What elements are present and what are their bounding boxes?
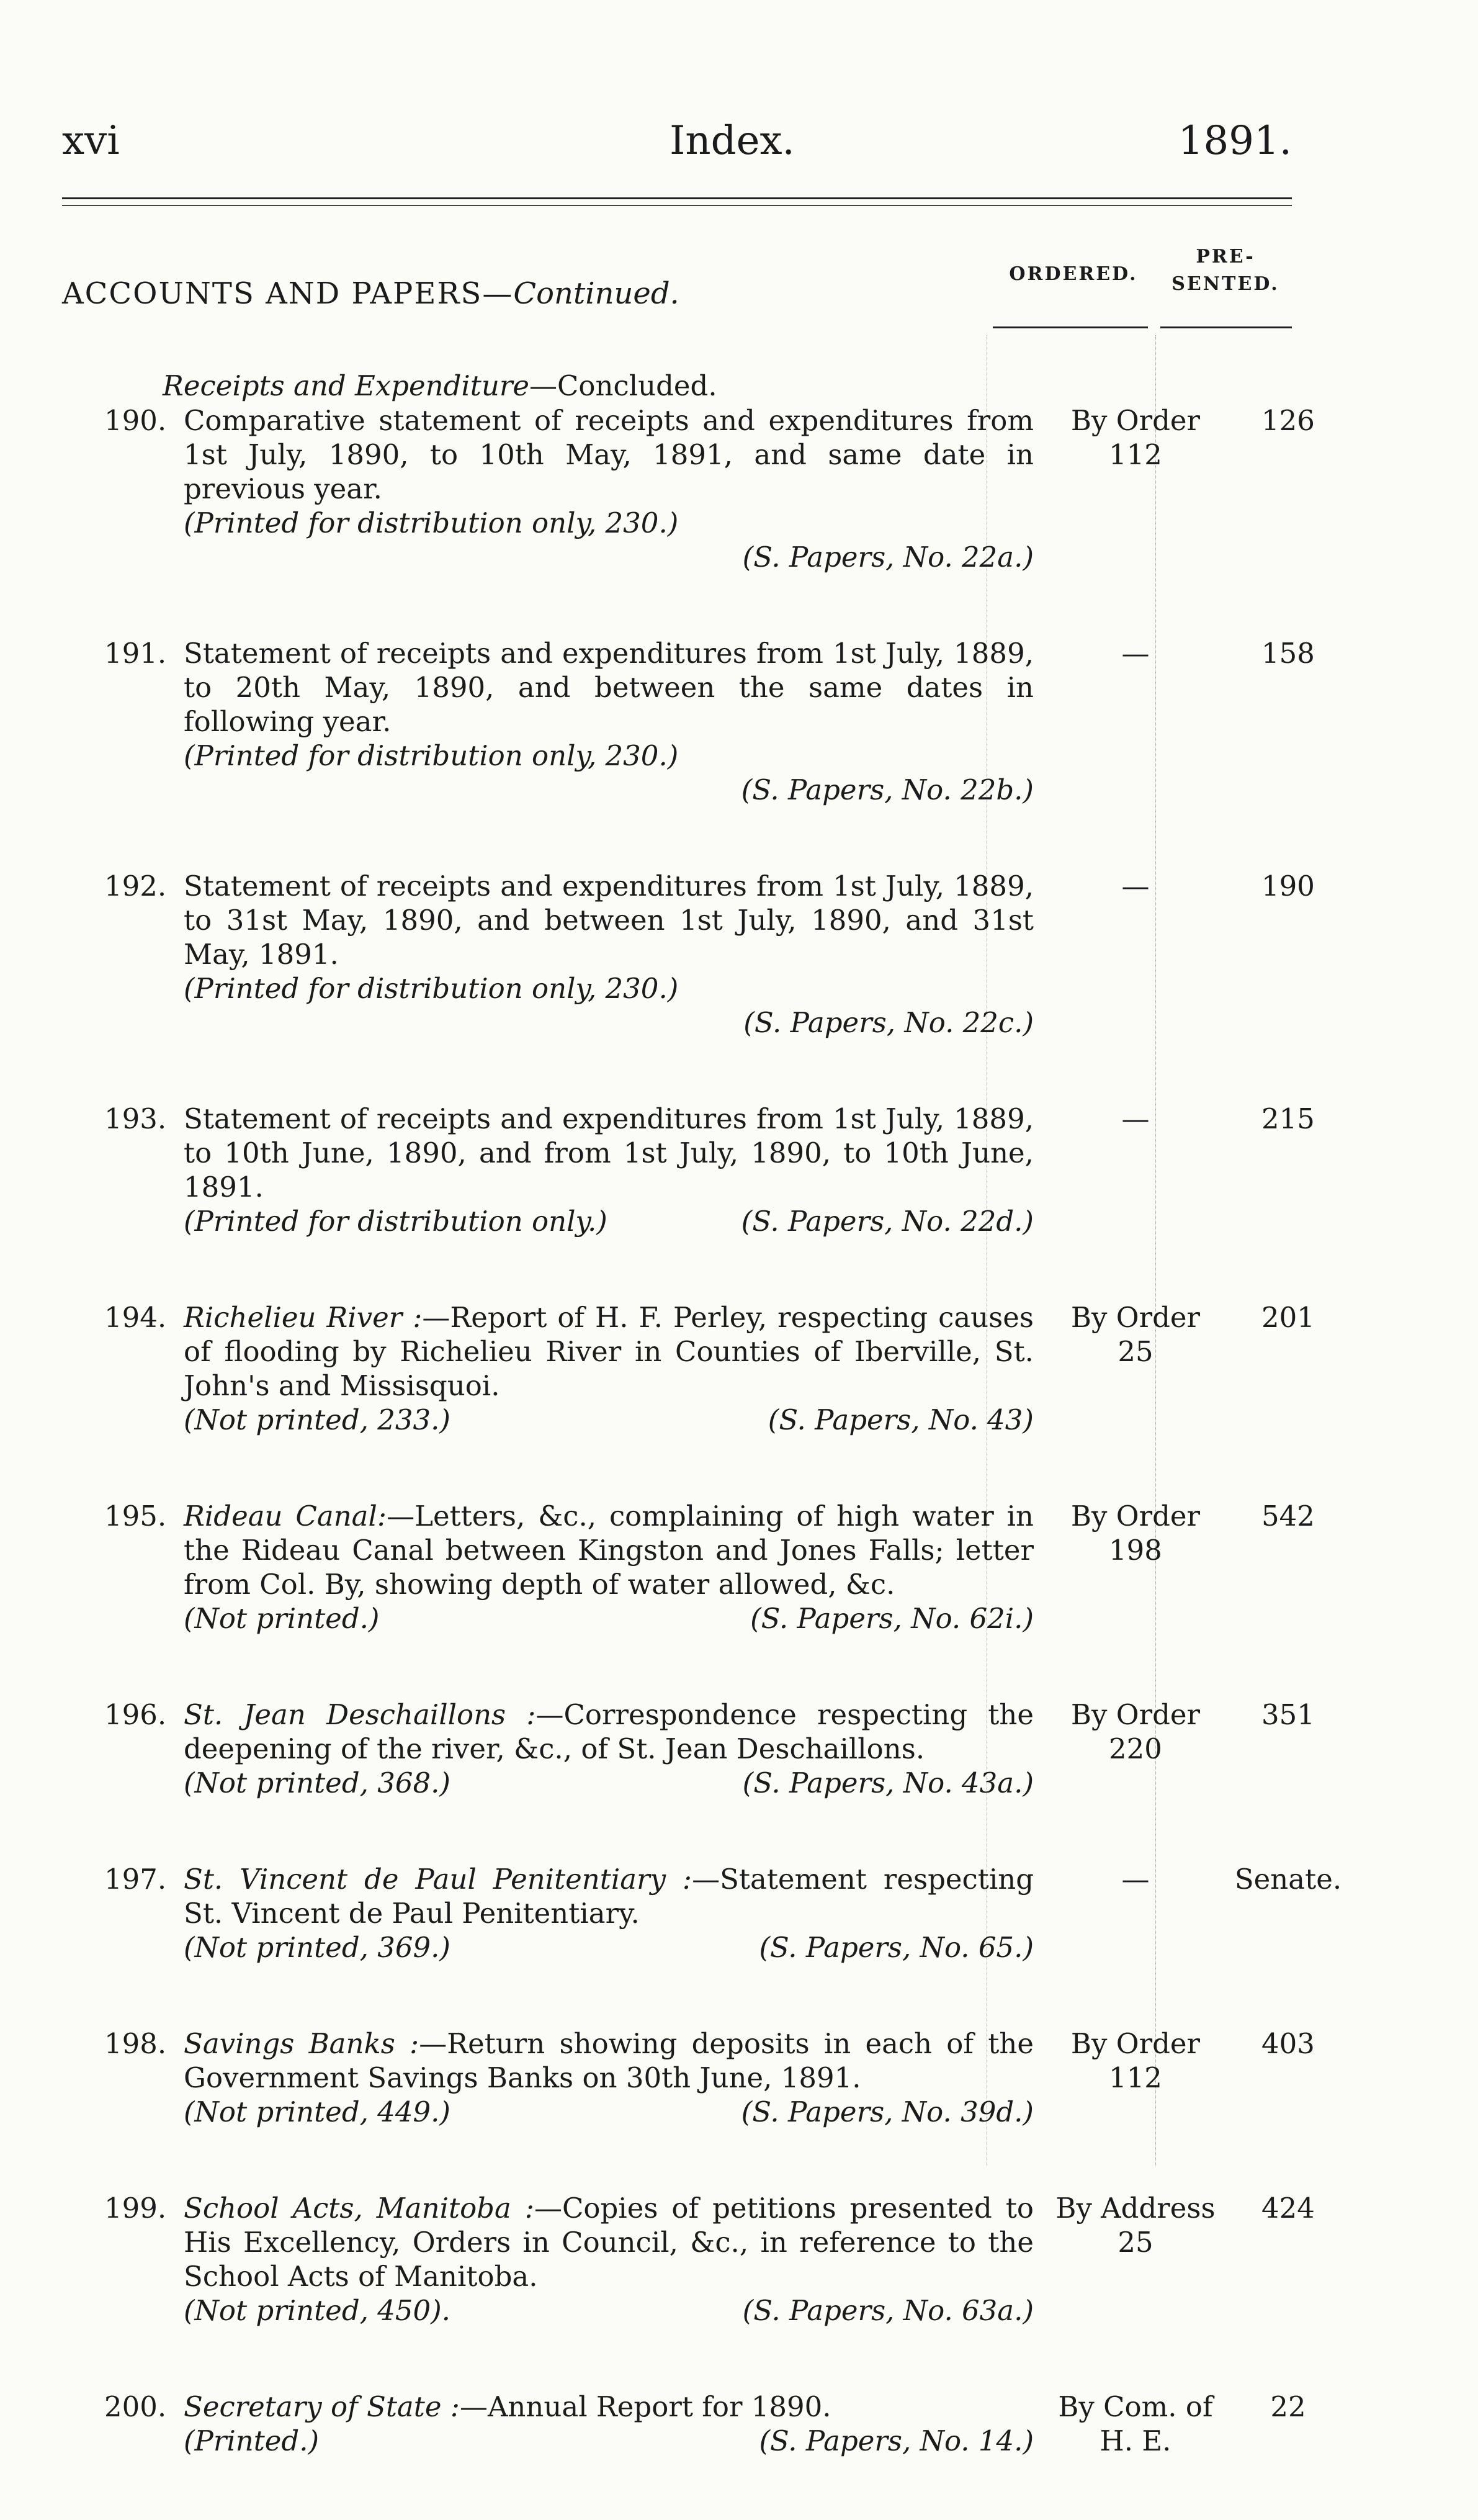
sessional-paper-ref: (S. Papers, No. 65.) [759, 1931, 1034, 1964]
entry-print-note: (Printed for distribution only.) [184, 1205, 607, 1238]
sessional-paper-ref: (S. Papers, No. 22b.) [741, 773, 1034, 806]
sessional-paper-ref: (S. Papers, No. 43) [768, 1403, 1034, 1436]
subheading [163, 369, 717, 403]
entry-reference-line [184, 1601, 1034, 1636]
entry-number: 198. [104, 2027, 167, 2060]
ordered-number: 112 [1109, 438, 1162, 471]
entry-reference-line [184, 2293, 1034, 2328]
entry-number: 197. [104, 1863, 167, 1896]
entry-description: Statement of receipts and expenditures from 1st July, 1889, to 10th June, 1890, and from 1st July, 1890, to 10th June, 1891. [184, 1102, 1034, 1204]
entry-paper-line [184, 540, 1034, 574]
ordered-number: H. E. [1100, 2424, 1171, 2457]
entry-number: 192. [104, 870, 167, 902]
ordered-by: By Order [1070, 1301, 1201, 1334]
running-head [62, 118, 1292, 168]
entry-body [184, 1499, 1034, 1636]
entry-text [184, 1698, 1034, 1766]
entry-title: St. Jean Deschaillons : [184, 1698, 536, 1731]
entry-number: 193. [104, 1102, 167, 1135]
entry-text [184, 403, 1034, 506]
entry-body [184, 1300, 1034, 1437]
ordered-by: By Order [1070, 2027, 1201, 2060]
sessional-paper-ref: (S. Papers, No. 22c.) [743, 1006, 1034, 1039]
entry-description: —Annual Report for 1890. [459, 2390, 831, 2423]
sessional-paper-ref: (S. Papers, No. 63a.) [742, 2294, 1034, 2327]
presented-line-2: SENTED. [1171, 273, 1279, 295]
entry-print-note: (Printed.) [184, 2424, 320, 2457]
column-header-presented [1160, 243, 1291, 298]
ordered-by: By Order [1070, 1500, 1201, 1532]
entry-description: —Correspondence respecting the deepening of the river, &c., of St. Jean Deschaillons. [184, 1698, 1034, 1765]
entry-title: School Acts, Manitoba : [184, 2192, 534, 2225]
entry-title: Savings Banks : [184, 2027, 419, 2060]
ordered-by: By Order [1070, 1698, 1201, 1731]
column-header-ordered: ORDERED. [1009, 263, 1138, 285]
entry-body [184, 2027, 1034, 2129]
ordered-number: 198 [1109, 1534, 1162, 1567]
entry-title: Secretary of State : [184, 2390, 460, 2423]
index-entry [62, 1499, 1315, 1636]
entry-text [184, 636, 1034, 739]
presented-cell: 424 [1261, 2192, 1315, 2225]
entry-text [184, 1300, 1034, 1403]
section-heading [62, 276, 679, 311]
page-number: xvi [62, 118, 120, 164]
ordered-number: 25 [1117, 2226, 1153, 2259]
entry-description: —Statement respecting St. Vincent de Paul Penitentiary. [184, 1863, 1034, 1930]
ordered-by: By Com. of [1058, 2390, 1213, 2423]
header-rule [62, 197, 1292, 199]
entry-number: 191. [104, 637, 167, 670]
entry-print-note: (Not printed, 368.) [184, 1766, 450, 1799]
entry-number: 200. [104, 2390, 167, 2423]
entry-description: Comparative statement of receipts and expenditures from 1st July, 1890, to 10th May, 1891, and same date in previous year. [184, 404, 1034, 505]
entry-text [184, 2027, 1034, 2095]
sessional-paper-ref: (S. Papers, No. 43a.) [742, 1766, 1034, 1799]
entry-text [184, 869, 1034, 971]
entry-description: —Letters, &c., complaining of high water in the Rideau Canal between Kingston and Jones Falls; letter from Col. By, showing depth of water allowed, &c. [184, 1500, 1034, 1601]
entry-title: St. Vincent de Paul Penitentiary : [184, 1863, 692, 1896]
entry-description: Statement of receipts and expenditures from 1st July, 1889, to 31st May, 1890, and between 1st July, 1890, and 31st May, 1891. [184, 870, 1034, 971]
index-entry [62, 2191, 1315, 2328]
subheading-rest: —Concluded. [529, 369, 717, 402]
running-year: 1891. [1178, 118, 1292, 164]
ordered-by: By Address [1055, 2192, 1216, 2225]
entry-note-line [184, 739, 1034, 773]
ordered-number: 112 [1109, 2061, 1162, 2094]
section-title: ACCOUNTS AND PAPERS— [62, 276, 514, 311]
entry-reference-line [184, 2095, 1034, 2129]
entry-reference-line [184, 1403, 1034, 1437]
entry-print-note: (Printed for distribution only, 230.) [184, 739, 679, 772]
entry-number: 190. [104, 404, 167, 437]
ordered-number: 25 [1117, 1335, 1153, 1368]
entry-note-line [184, 506, 1034, 540]
entry-body [184, 636, 1034, 807]
ordered-by: — [1121, 637, 1150, 670]
presented-cell: 201 [1261, 1301, 1315, 1334]
entry-text [184, 1499, 1034, 1601]
index-entry [62, 1698, 1315, 1800]
entry-body [184, 1862, 1034, 1964]
ordered-number: 220 [1109, 1732, 1162, 1765]
index-entry [62, 869, 1315, 1040]
presented-cell: 351 [1261, 1698, 1315, 1731]
entry-description: —Return showing deposits in each of the Government Savings Banks on 30th June, 1891. [184, 2027, 1034, 2094]
presented-cell: Senate. [1234, 1863, 1342, 1896]
sessional-paper-ref: (S. Papers, No. 14.) [759, 2424, 1034, 2457]
index-entry [62, 1300, 1315, 1437]
section-continued: Continued. [513, 276, 679, 311]
presented-cell: 22 [1270, 2390, 1306, 2423]
entry-body [184, 403, 1034, 574]
entry-note-line [184, 971, 1034, 1006]
index-entry [62, 2027, 1315, 2129]
entry-reference-line [184, 1766, 1034, 1800]
running-title: Index. [670, 118, 795, 164]
entry-description: —Copies of petitions presented to His Excellency, Orders in Council, &c., in reference to the School Acts of Manitoba. [184, 2192, 1034, 2293]
entry-body [184, 1102, 1034, 1238]
presented-line-1: PRE- [1196, 246, 1255, 268]
presented-cell: 215 [1261, 1102, 1315, 1135]
presented-column-rule [1160, 326, 1292, 328]
entry-text [184, 1102, 1034, 1204]
entry-print-note: (Printed for distribution only, 230.) [184, 972, 679, 1005]
entry-print-note: (Not printed.) [184, 1602, 380, 1635]
ordered-by: By Order [1070, 404, 1201, 437]
entry-description: Statement of receipts and expenditures from 1st July, 1889, to 20th May, 1890, and between the same dates in following year. [184, 637, 1034, 738]
entry-print-note: (Printed for distribution only, 230.) [184, 506, 679, 539]
entry-list [62, 403, 1342, 2520]
subheading-italic: Receipts and Expenditure [163, 369, 529, 402]
presented-cell: 158 [1261, 637, 1315, 670]
entry-text [184, 2191, 1034, 2293]
ordered-by: — [1121, 1863, 1150, 1896]
entry-body [184, 2390, 1034, 2458]
entry-title: Richelieu River : [184, 1301, 423, 1334]
entry-paper-line [184, 1006, 1034, 1040]
entry-body [184, 869, 1034, 1040]
ordered-by: — [1121, 870, 1150, 902]
index-entry [62, 2390, 1306, 2458]
sessional-paper-ref: (S. Papers, No. 22d.) [741, 1205, 1034, 1238]
entry-number: 196. [104, 1698, 167, 1731]
entry-reference-line [184, 1204, 1034, 1238]
entry-body [184, 1698, 1034, 1800]
sessional-paper-ref: (S. Papers, No. 62i.) [750, 1602, 1034, 1635]
sessional-paper-ref: (S. Papers, No. 22a.) [742, 541, 1034, 574]
header-rule-thin [62, 205, 1292, 206]
index-entry [62, 1102, 1315, 1238]
presented-cell: 190 [1261, 870, 1315, 902]
presented-cell: 126 [1261, 404, 1315, 437]
ordered-column-rule [993, 326, 1148, 328]
entry-number: 199. [104, 2192, 167, 2225]
entry-number: 194. [104, 1301, 167, 1334]
entry-paper-line [184, 773, 1034, 807]
index-entry [62, 1862, 1342, 1964]
index-entry [62, 403, 1315, 574]
entry-reference-line [184, 2424, 1034, 2458]
entry-number: 195. [104, 1500, 167, 1532]
entry-body [184, 2191, 1034, 2328]
presented-cell: 403 [1261, 2027, 1315, 2060]
entry-reference-line [184, 1930, 1034, 1964]
entry-print-note: (Not printed, 449.) [184, 2095, 450, 2128]
presented-cell: 542 [1261, 1500, 1315, 1532]
index-entry [62, 636, 1315, 807]
entry-description: —Report of H. F. Perley, respecting causes of flooding by Richelieu River in Counties of Iberville, St. John's and Missisquoi. [184, 1301, 1034, 1402]
entry-text [184, 2390, 1034, 2424]
entry-print-note: (Not printed, 233.) [184, 1403, 450, 1436]
ordered-by: — [1121, 1102, 1150, 1135]
entry-title: Rideau Canal: [184, 1500, 387, 1532]
entry-text [184, 1862, 1034, 1930]
sessional-paper-ref: (S. Papers, No. 39d.) [741, 2095, 1034, 2128]
entry-print-note: (Not printed, 450). [184, 2294, 450, 2327]
entry-print-note: (Not printed, 369.) [184, 1931, 450, 1964]
